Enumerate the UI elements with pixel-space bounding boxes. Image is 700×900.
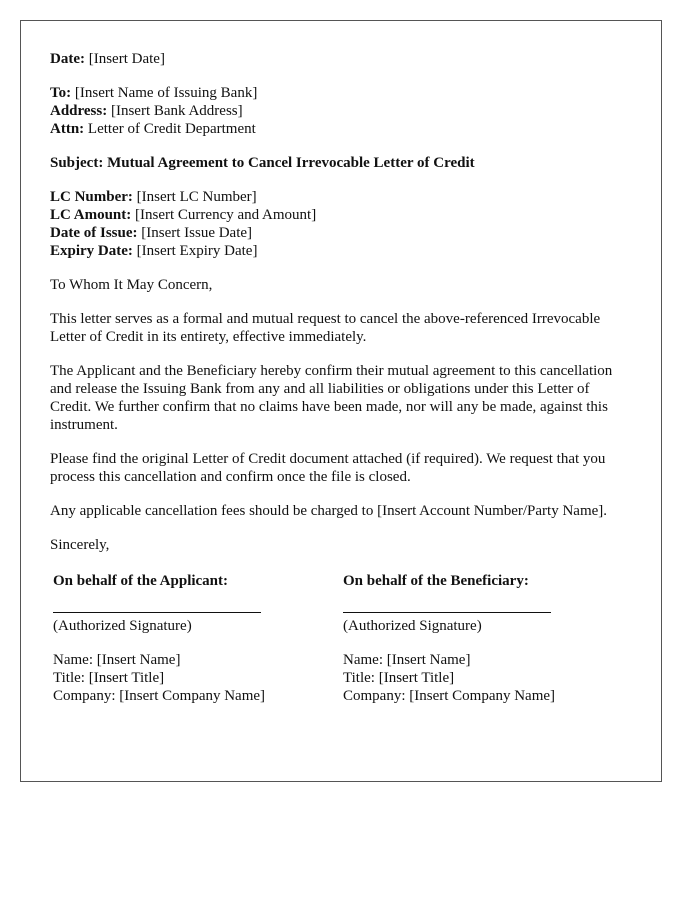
- paragraph-3: Please find the original Letter of Credit document attached (if required). We request that you process this cancellation and confirm once the file is closed.: [50, 451, 606, 485]
- signature-line: [53, 612, 261, 613]
- subject: Subject: Mutual Agreement to Cancel Irrevocable Letter of Credit: [50, 155, 475, 171]
- issue-date-value: [Insert Issue Date]: [137, 225, 253, 241]
- company-field: Company: [Insert Company Name]: [53, 688, 266, 704]
- lc-number-label: LC Number:: [50, 189, 133, 205]
- signature-caption: (Authorized Signature): [53, 618, 192, 634]
- title-field: Title: [Insert Title]: [343, 670, 455, 686]
- signature-section: [50, 572, 630, 705]
- title-field: Title: [Insert Title]: [53, 670, 165, 686]
- closing: Sincerely,: [50, 537, 110, 553]
- beneficiary-heading: On behalf of the Beneficiary:: [343, 573, 529, 589]
- lc-amount-value: [Insert Currency and Amount]: [131, 207, 317, 223]
- to-value: [Insert Name of Issuing Bank]: [71, 85, 258, 101]
- letter-content: [50, 50, 630, 705]
- company-field: Company: [Insert Company Name]: [343, 688, 556, 704]
- subject-line: [50, 154, 630, 172]
- expiry-date-value: [Insert Expiry Date]: [132, 243, 258, 259]
- date-line: [50, 50, 630, 68]
- lc-amount-label: LC Amount:: [50, 207, 132, 223]
- paragraph-2: The Applicant and the Beneficiary hereby confirm their mutual agreement to this cancellation and release the Issuing Bank from any and all liabilities or obligations under this Letter of Credit. We further confirm that no claims have been made, nor will any be made, against this instrument.: [50, 363, 613, 433]
- lc-number-value: [Insert LC Number]: [132, 189, 257, 205]
- date-value: [Insert Date]: [84, 51, 165, 67]
- attn-value: Letter of Credit Department: [84, 121, 256, 137]
- address-value: [Insert Bank Address]: [107, 103, 243, 119]
- name-field: Name: [Insert Name]: [343, 652, 471, 668]
- beneficiary-signature-block: [340, 572, 630, 705]
- paragraph-4: Any applicable cancellation fees should be charged to [Insert Account Number/Party Name].: [50, 503, 608, 519]
- issue-date-label: Date of Issue:: [50, 225, 138, 241]
- paragraph-1: This letter serves as a formal and mutual request to cancel the above-referenced Irrevocable Letter of Credit in its entirety, effective immediately.: [50, 311, 601, 345]
- name-field: Name: [Insert Name]: [53, 652, 181, 668]
- date-label: Date:: [50, 51, 85, 67]
- signature-caption: (Authorized Signature): [343, 618, 482, 634]
- address-label: Address:: [50, 103, 108, 119]
- letter-page: [20, 20, 662, 782]
- lc-details: [50, 188, 630, 260]
- attn-label: Attn:: [50, 121, 85, 137]
- to-label: To:: [50, 85, 72, 101]
- salutation: To Whom It May Concern,: [50, 277, 213, 293]
- expiry-date-label: Expiry Date:: [50, 243, 133, 259]
- applicant-heading: On behalf of the Applicant:: [53, 573, 229, 589]
- applicant-signature-block: [50, 572, 340, 705]
- signature-line: [343, 612, 551, 613]
- recipient-block: [50, 84, 630, 138]
